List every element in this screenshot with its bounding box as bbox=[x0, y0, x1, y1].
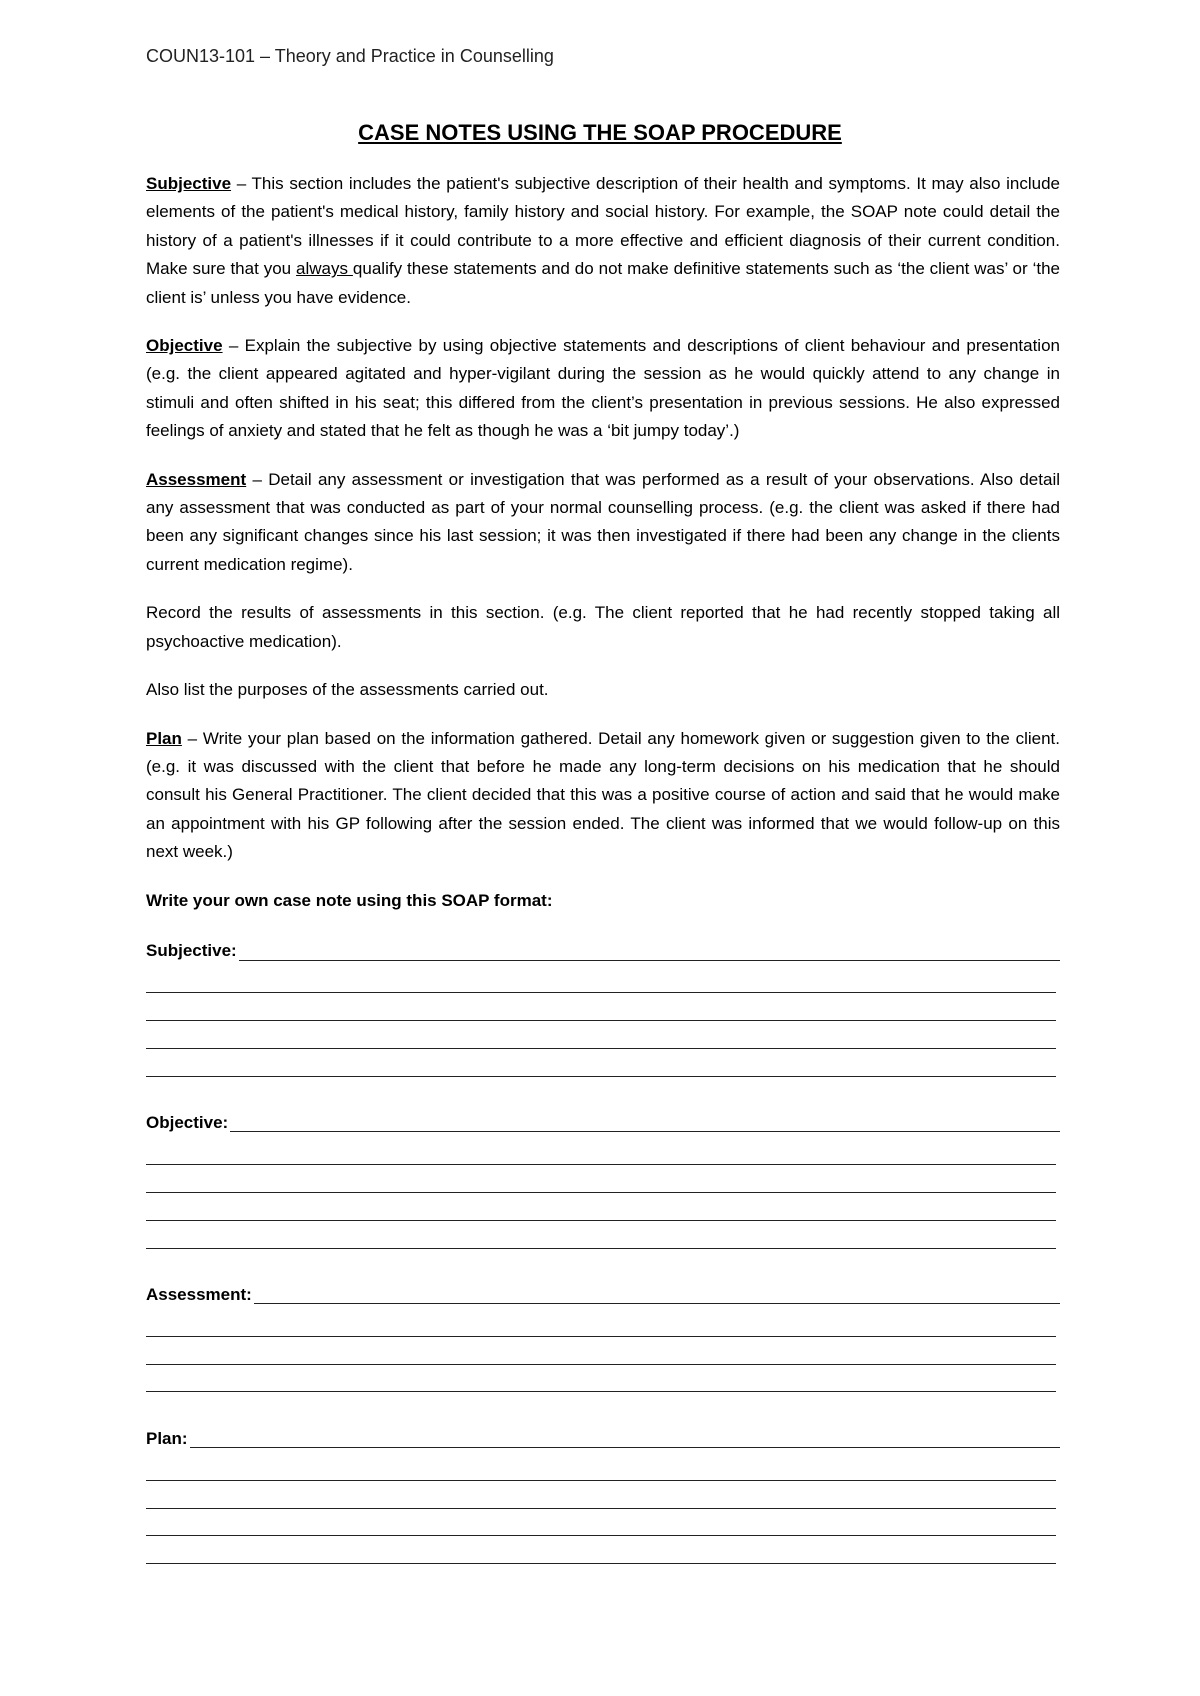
assessment-answer-line[interactable] bbox=[254, 1281, 1060, 1304]
objective-answer-line[interactable] bbox=[146, 1165, 1056, 1193]
plan-answer-line[interactable] bbox=[146, 1509, 1056, 1537]
subjective-heading: Subjective bbox=[146, 174, 232, 193]
subjective-answer-line[interactable] bbox=[146, 1021, 1056, 1049]
assessment-answer-line[interactable] bbox=[146, 1337, 1056, 1365]
assessment-answer-line[interactable] bbox=[146, 1309, 1056, 1337]
assessment-paragraph bbox=[146, 466, 1060, 580]
assessment-field-label: Assessment: bbox=[146, 1284, 252, 1304]
subjective-answer-line[interactable] bbox=[239, 938, 1060, 961]
subjective-field bbox=[146, 937, 1060, 1077]
subjective-paragraph bbox=[146, 170, 1060, 312]
subjective-emphasis: always bbox=[296, 259, 353, 279]
objective-paragraph bbox=[146, 332, 1060, 446]
document-body bbox=[146, 170, 1060, 1596]
subjective-text-1: – This section includes the patient's subjective description of their health and symptoms. It may also include elements of the patient's medical history, family history and social history. For example, the SOAP note could detail the history of a patient's illnesses if it could contribute to a more effective and efficient diagnosis of their current condition. Make sure that you bbox=[146, 174, 1060, 279]
objective-answer-line[interactable] bbox=[146, 1193, 1056, 1221]
plan-field-label: Plan: bbox=[146, 1428, 188, 1448]
objective-text: – Explain the subjective by using objective statements and descriptions of client behaviour and presentation (e.g. the client appeared agitated and hyper-vigilant during the session as he would quickly attend to any change in stimuli and often shifted in his seat; this differed from the client’s presentation in previous sessions. He also expressed feelings of anxiety and stated that he felt as though he was a ‘bit jumpy today’.) bbox=[146, 336, 1060, 441]
plan-answer-line[interactable] bbox=[146, 1453, 1056, 1481]
plan-answer-line[interactable] bbox=[146, 1536, 1056, 1564]
objective-field bbox=[146, 1109, 1060, 1249]
plan-text: – Write your plan based on the information gathered. Detail any homework given or suggestion given to the client. (e.g. it was discussed with the client that before he made any long-term decisions on his medication that he should consult his General Practitioner. The client decided that this was a positive course of action and said that he would make an appointment with his GP following after the session ended. The client was informed that we would follow-up on this next week.) bbox=[146, 728, 1060, 862]
course-header: COUN13-101 – Theory and Practice in Counselling bbox=[146, 46, 554, 66]
assessment-field-row bbox=[146, 1281, 1060, 1310]
objective-field-label: Objective: bbox=[146, 1112, 229, 1132]
subjective-answer-line[interactable] bbox=[146, 993, 1056, 1021]
objective-answer-line[interactable] bbox=[146, 1221, 1056, 1249]
assessment-field bbox=[146, 1281, 1060, 1393]
plan-answer-line[interactable] bbox=[190, 1425, 1060, 1448]
subjective-text-2: qualify these statements and do not make definitive statements such as ‘the client was’ or ‘the client is’ unless you have evidence. bbox=[146, 259, 1060, 307]
form-prompt: Write your own case note using this SOAP format: bbox=[146, 890, 553, 910]
objective-field-row bbox=[146, 1109, 1060, 1138]
subjective-field-row bbox=[146, 937, 1060, 966]
assessment-results-paragraph: Record the results of assessments in this section. (e.g. The client reported that he had recently stopped taking all psychoactive medication). bbox=[146, 603, 1060, 651]
plan-heading: Plan bbox=[146, 728, 182, 748]
subjective-answer-line[interactable] bbox=[146, 966, 1056, 994]
plan-paragraph bbox=[146, 725, 1060, 867]
assessment-heading: Assessment bbox=[146, 469, 247, 489]
subjective-field-label: Subjective: bbox=[146, 941, 237, 961]
objective-answer-line[interactable] bbox=[230, 1109, 1060, 1132]
objective-answer-line[interactable] bbox=[146, 1137, 1056, 1165]
plan-answer-line[interactable] bbox=[146, 1481, 1056, 1509]
objective-heading: Objective bbox=[146, 336, 223, 356]
assessment-answer-line[interactable] bbox=[146, 1365, 1056, 1393]
plan-field bbox=[146, 1424, 1060, 1564]
assessment-text: – Detail any assessment or investigation that was performed as a result of your observations. Also detail any assessment that was conducted as part of your normal counselling process. (e.g. the client was asked if there had been any significant changes since his last session; it was then investigated if there had been any change in the clients current medication regime). bbox=[146, 469, 1060, 574]
subjective-answer-line[interactable] bbox=[146, 1049, 1056, 1077]
plan-field-row bbox=[146, 1424, 1060, 1453]
page-title: CASE NOTES USING THE SOAP PROCEDURE bbox=[358, 120, 842, 145]
assessment-purposes-paragraph: Also list the purposes of the assessments carried out. bbox=[146, 680, 549, 700]
